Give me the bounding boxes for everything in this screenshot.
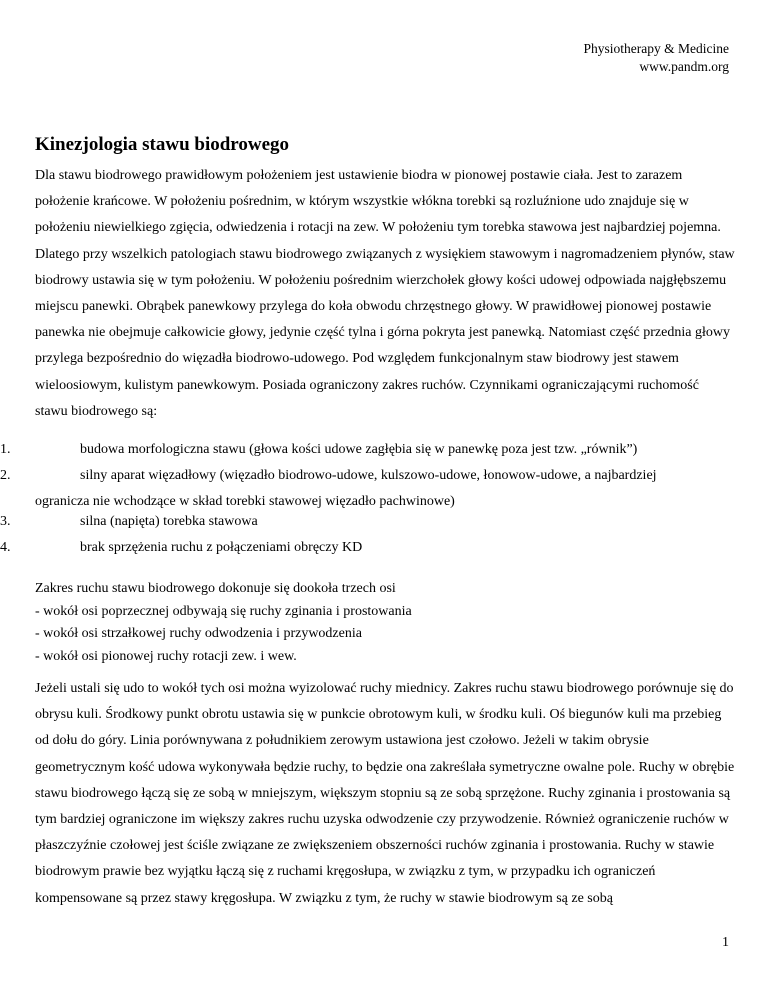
axis-line: - wokół osi strzałkowej ruchy odwodzenia i przywodzenia (35, 626, 362, 641)
list-text: silna (napięta) torebka stawowa (80, 514, 258, 529)
list-number: 2. (0, 468, 11, 483)
list-number: 4. (0, 540, 11, 555)
header-publication: Physiotherapy & Medicine (583, 41, 729, 56)
axes-intro: Zakres ruchu stawu biodrowego dokonuje się dookoła trzech osi (35, 581, 396, 596)
list-number: 3. (0, 514, 11, 529)
page-number: 1 (722, 935, 729, 950)
body-paragraph: Jeżeli ustali się udo to wokół tych osi można wyizolować ruchy miednicy. Zakres ruchu stawu biodrowego porównuje się do obrysu kuli. Środkowy punkt obrotu ustawia się w punkcie obrotowym kuli, w środku kuli. Oś biegunów kuli ma przebieg od dołu do góry. Linia porównywana z południkiem zerowym ustawiona jest czołowo. Jeżeli w takim obrysie geometrycznym kość udowa wykonywała będzie ruchy, to będzie ona zakreślała symetryczne owalne pole. Ruchy w obrębie stawu biodrowego łączą się ze sobą w mniejszym, większym stopniu są ze sobą sprzężone. Ruchy zginania i prostowania są tym bardziej ograniczone im większy zakres ruchu uzyska odwodzenie czy przywodzenie. Również ograniczenie ruchów w płaszczyźnie czołowej jest ściśle związane ze zwiększeniem obszerności ruchów zginania i prostowania. Ruchy w stawie biodrowym prawie bez wyjątku łączą się z ruchami kręgosłupa, w związku z tym, w przypadku ich ograniczeń kompensowane są przez stawy kręgosłupa. W związku z tym, że ruchy w stawie biodrowym są ze sobą (35, 681, 735, 906)
list-text: brak sprzężenia ruchu z połączeniami obręczy KD (80, 540, 363, 555)
header-url: www.pandm.org (639, 59, 729, 74)
page-title: Kinezjologia stawu biodrowego (35, 134, 290, 155)
list-text: silny aparat więzadłowy (więzadło biodrowo-udowe, kulszowo-udowe, łonowow-udowe, a najbardziej (80, 468, 657, 483)
list-text-continuation: ogranicza nie wchodzące w skład torebki stawowej więzadło pachwinowe) (35, 494, 455, 509)
list-number: 1. (0, 442, 11, 457)
axis-line: - wokół osi poprzecznej odbywają się ruchy zginania i prostowania (35, 603, 412, 619)
list-text: budowa morfologiczna stawu (głowa kości udowe zagłębia się w panewkę poza jest tzw. „równik”) (80, 442, 638, 457)
axes-section (35, 578, 735, 668)
page-header (584, 40, 729, 76)
intro-paragraph: Dla stawu biodrowego prawidłowym położeniem jest ustawienie biodra w pionowej postawie ciała. Jest to zarazem położenie krańcowe. W położeniu pośrednim, w którym wszystkie włókna torebki są rozluźnione udo znajduje się w położeniu niewielkiego zgięcia, odwiedzenia i rotacji na zew. W położeniu tym torebka stawowa jest najbardziej pojemna. Dlatego przy wszelkich patologiach stawu biodrowego związanych z wysiękiem stawowym i nagromadzeniem płynów, staw biodrowy ustawia się w tym położeniu. W położeniu pośrednim wierzchołek głowy kości udowej odpowiada najgłębszemu miejscu panewki. Obrąbek panewkowy przylega do koła obwodu chrzęstnego głowy. W prawidłowej pionowej postawie panewka nie obejmuje całkowicie głowy, jedynie część tylna i górna pokryta jest panewką. Natomiast część przednia głowy przylega bezpośrednio do więzadła biodrowo-udowego. Pod względem funkcjonalnym staw biodrowy jest stawem wieloosiowym, kulistym panewkowym. Posiada ograniczony zakres ruchów. Czynnikami ograniczającymi ruchomość stawu biodrowego są: (35, 168, 735, 419)
axis-line: - wokół osi pionowej ruchy rotacji zew. i wew. (35, 648, 297, 664)
